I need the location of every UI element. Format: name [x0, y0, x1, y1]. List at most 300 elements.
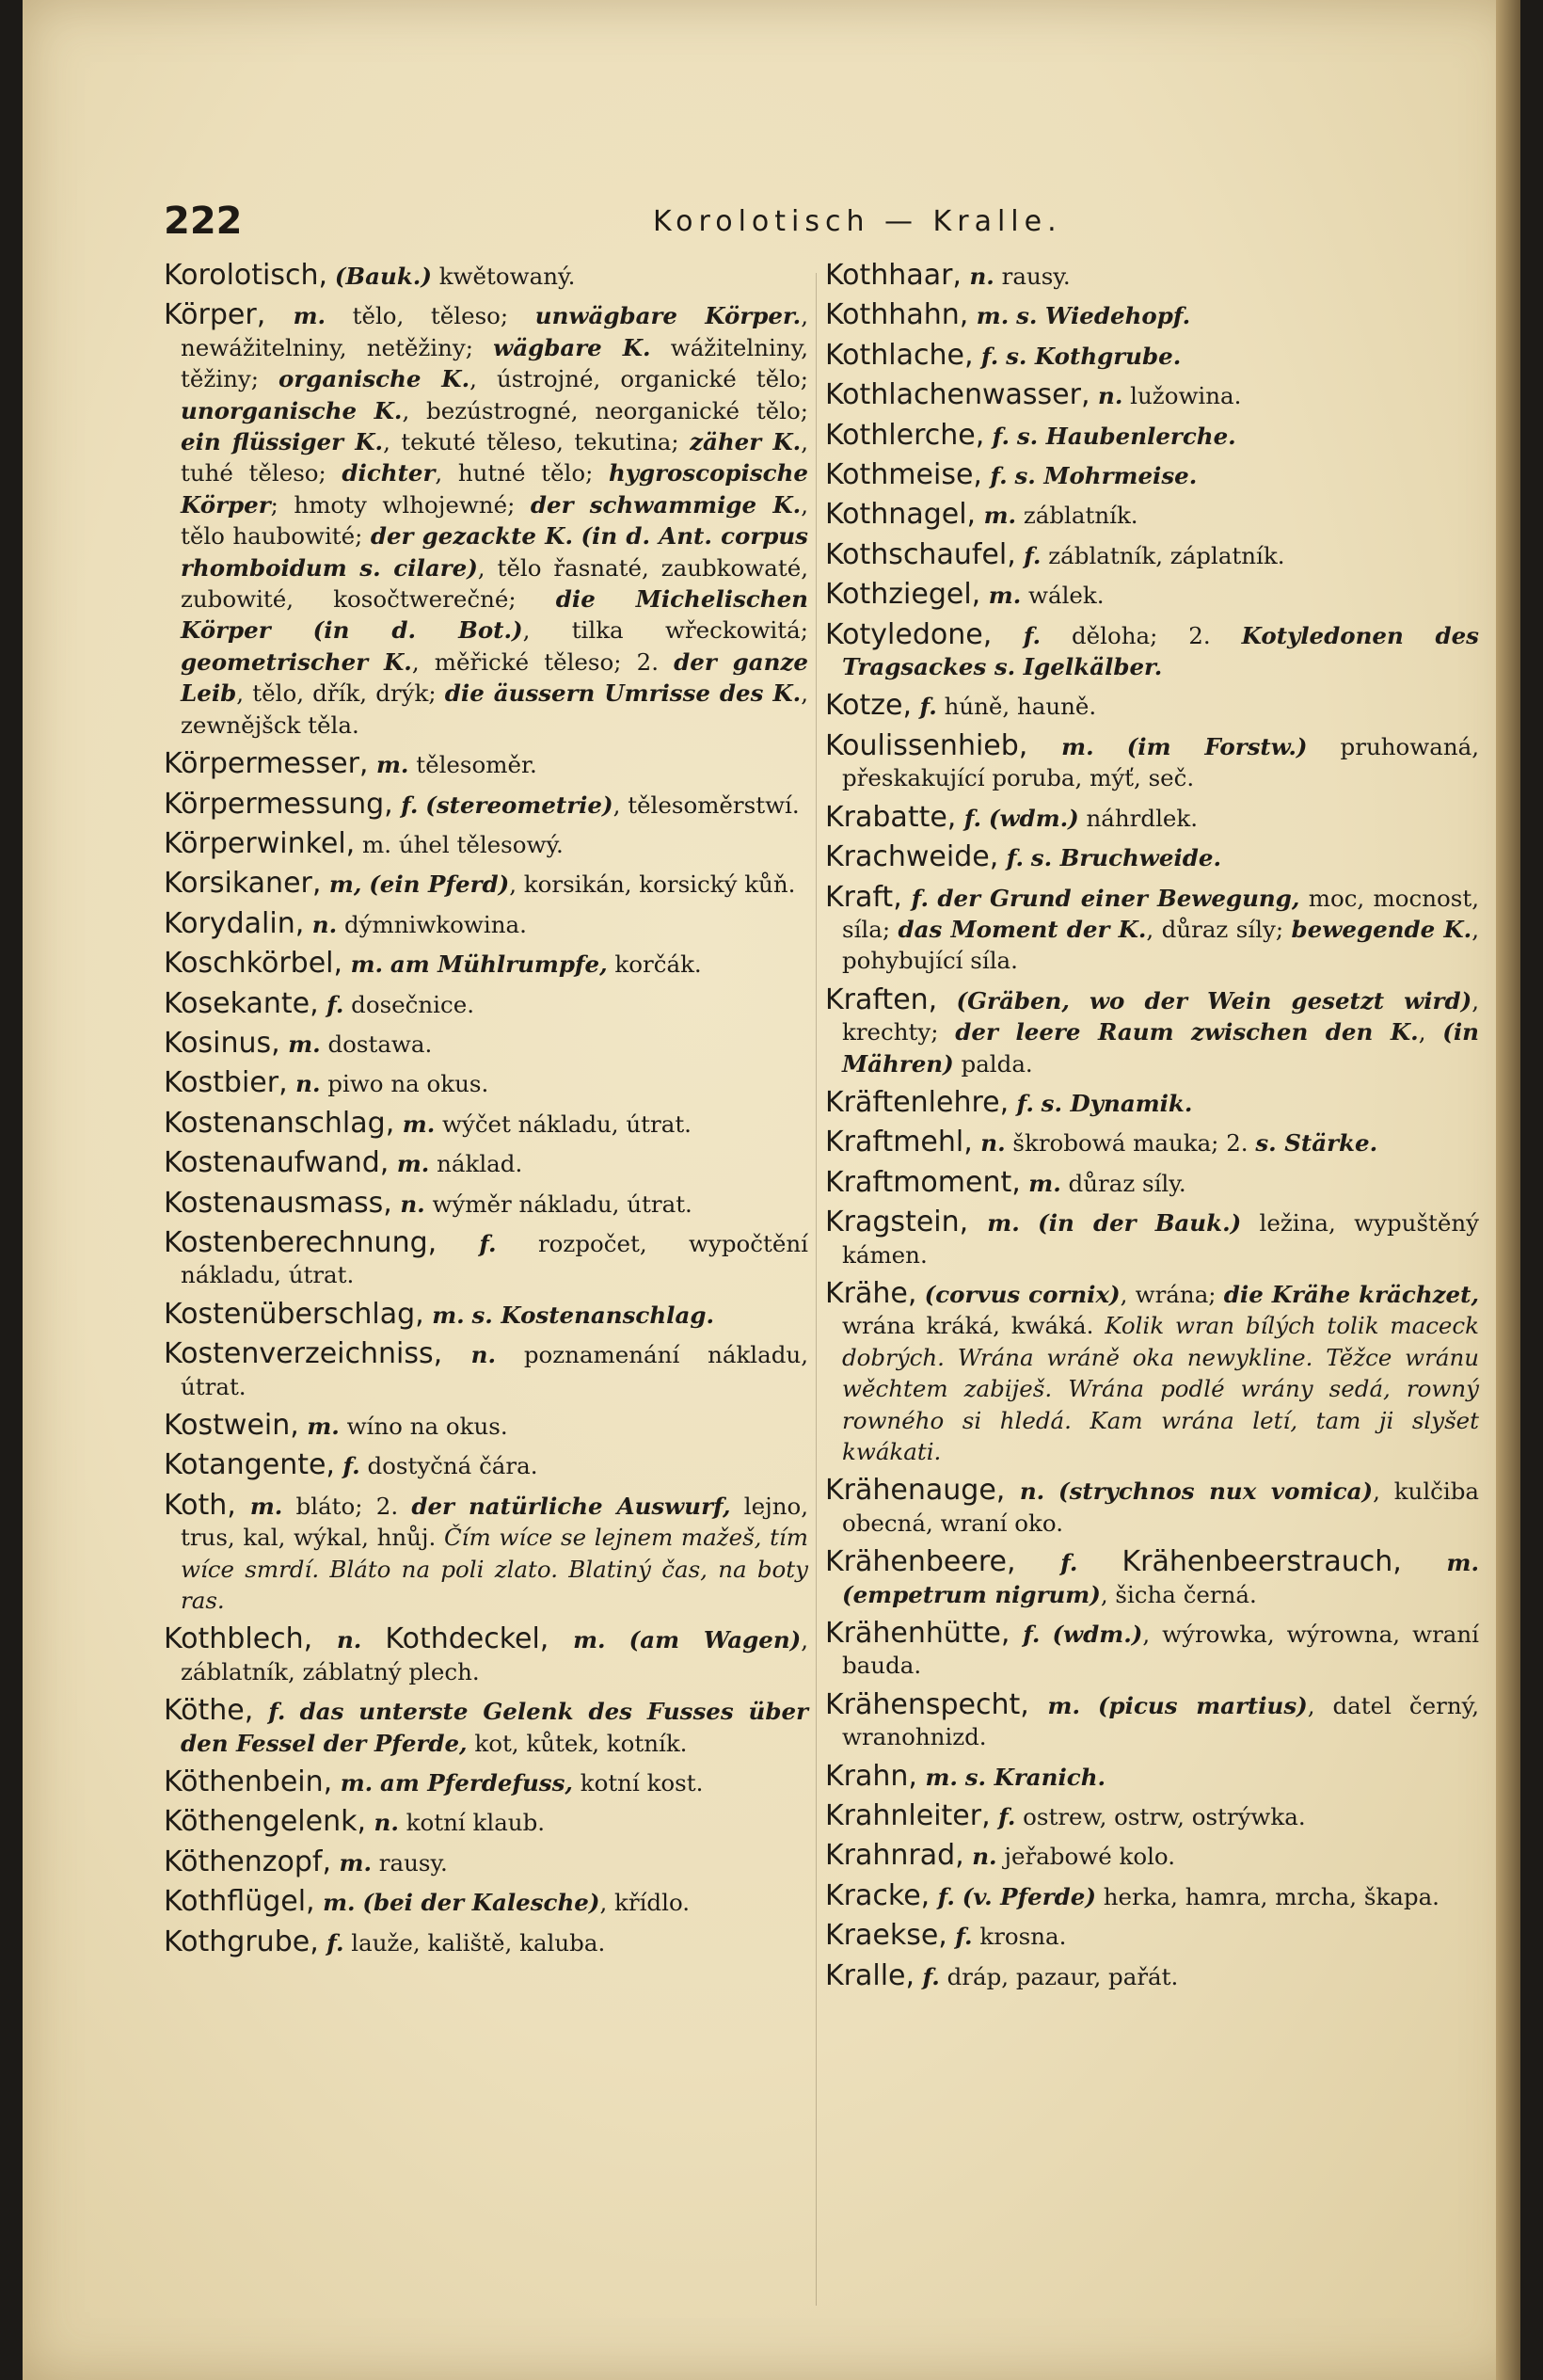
headword: Körpermessung,: [164, 787, 393, 821]
dictionary-entry: [825, 690, 1479, 722]
dictionary-entry: [825, 619, 1479, 683]
grammar-label: f.: [1010, 1621, 1041, 1649]
czech-text: lejno, trus, kal, wýkal, hnůj.: [181, 1492, 809, 1552]
german-text: der natürliche Auswurf,: [411, 1492, 731, 1520]
grammar-label: m.: [265, 302, 326, 330]
headword: Kostenberechnung,: [164, 1225, 437, 1259]
czech-text: kotní kost.: [572, 1769, 704, 1797]
czech-text: tělesoměr.: [408, 751, 537, 779]
headword: Kothdeckel,: [385, 1622, 549, 1656]
german-text: der leere Raum zwischen den K.: [955, 1018, 1419, 1046]
german-text: s. Kostenanschlag.: [471, 1301, 714, 1329]
grammar-label: m.: [549, 1626, 606, 1654]
headword: Krähe,: [825, 1276, 917, 1310]
headword: Kothflügel,: [164, 1885, 315, 1919]
headword: Kothblech,: [164, 1622, 313, 1656]
dictionary-entry: [164, 748, 808, 780]
headword: Kothlerche,: [825, 418, 985, 452]
headword: Krahn,: [825, 1759, 917, 1793]
dictionary-entry: [825, 1206, 1479, 1270]
czech-text: krosna.: [972, 1923, 1067, 1951]
grammar-label: f.: [956, 804, 982, 832]
czech-text: moc, mocnost, síla;: [842, 884, 1479, 943]
grammar-label: n.: [963, 1843, 997, 1871]
czech-text: , hutné tělo;: [435, 459, 609, 487]
headword: Kräftenlehre,: [825, 1085, 1010, 1119]
czech-text: bláto; 2.: [282, 1492, 412, 1520]
czech-text: , tuhé těleso;: [181, 428, 808, 487]
czech-text: wážitelniny, těžiny;: [181, 333, 808, 393]
czech-text: , šicha černá.: [1100, 1580, 1257, 1608]
czech-text: , bezústrogné, neorganické tělo;: [402, 396, 809, 424]
headword: Koschkörbel,: [164, 947, 343, 981]
proverb-text: Kolik wran bílých tolik maceck dobrých. Wrána wráně oka newykline. Těžce wránu wěchtem zabiješ. Wrána podlé wrány sedá, rowný rowného si hledá. Kam wrána letí, tam ji slyšet kwákati.: [842, 1312, 1479, 1465]
german-text: organische K.: [278, 365, 470, 393]
czech-text: lauže, kaliště, kaluba.: [343, 1928, 606, 1957]
headword: Kragstein,: [825, 1206, 969, 1239]
grammar-label: m.: [279, 1030, 321, 1058]
dictionary-entry: [164, 299, 808, 741]
czech-text: děloha; 2.: [1041, 621, 1242, 649]
german-text: (Gräben, wo der Wein gesetzt wird): [956, 986, 1472, 1014]
czech-text: tělo, těleso;: [326, 302, 535, 330]
czech-text: , ústrojné, organické tělo;: [469, 365, 808, 393]
grammar-label: m.: [1028, 1691, 1080, 1719]
grammar-label: m,: [321, 871, 362, 899]
czech-text: , newážitelniny, netěžiny;: [181, 302, 809, 361]
german-text: am Pferdefuss,: [379, 1769, 573, 1797]
dictionary-entry: [164, 1147, 808, 1179]
german-text: bewegende K.: [1291, 915, 1472, 943]
grammar-label: n.: [287, 1070, 321, 1098]
czech-text: , wýrowka, wýrowna, wraní bauda.: [842, 1621, 1480, 1680]
grammar-label: m.: [298, 1413, 340, 1440]
grammar-label: f.: [981, 462, 1008, 490]
headword: Kothhahn,: [825, 298, 969, 332]
dictionary-entry: [164, 1886, 808, 1918]
grammar-label: f.: [912, 693, 937, 721]
czech-text: , datel černý, wranohnizd.: [842, 1691, 1479, 1751]
dictionary-entry: [164, 1108, 808, 1140]
czech-text: [955, 1883, 962, 1910]
czech-text: kwětowaný.: [431, 263, 576, 290]
page-number: 222: [164, 200, 243, 243]
dictionary-entry: [825, 420, 1479, 452]
dictionary-entry: [825, 984, 1479, 1079]
german-text: zäher K.: [690, 428, 802, 456]
czech-text: poznamenání nákladu, útrat.: [181, 1341, 809, 1400]
czech-text: záblatník.: [1016, 502, 1138, 530]
proverb-text: Čím wíce se lejnem mažeš, tím wíce smrdí. Bláto na poli zlato. Blatiný čas, na boty ras.: [181, 1524, 808, 1615]
czech-text: [1020, 1209, 1038, 1237]
czech-text: wýčet nákladu, útrat.: [435, 1110, 692, 1138]
czech-text: korčák.: [607, 950, 702, 979]
headword: Kothschaufel,: [825, 537, 1016, 571]
czech-text: škrobowá mauka; 2.: [1005, 1129, 1256, 1158]
german-text: s. Stärke.: [1255, 1129, 1378, 1158]
german-text: (bei der Kalesche): [362, 1889, 600, 1917]
headword: Kraft,: [825, 880, 902, 914]
german-text: (ein Pferd): [369, 871, 510, 899]
dictionary-entry: [164, 260, 808, 292]
grammar-label: f.: [984, 422, 1010, 450]
grammar-label: m.: [968, 1209, 1020, 1238]
czech-text: rausy.: [372, 1848, 448, 1877]
czech-text: , korsikán, korsický kůň.: [509, 871, 796, 899]
dictionary-entry: [825, 1475, 1479, 1539]
dictionary-entry: [825, 340, 1479, 372]
czech-text: wýměr nákladu, útrat.: [424, 1190, 692, 1218]
german-text: (empetrum nigrum): [842, 1580, 1101, 1608]
czech-text: , tělesoměrstwí.: [612, 791, 800, 819]
dictionary-entry: [825, 1278, 1479, 1467]
czech-text: wálek.: [1021, 582, 1105, 610]
grammar-label: n.: [442, 1341, 497, 1369]
headword: Körpermesser,: [164, 747, 369, 781]
czech-text: [958, 1764, 965, 1791]
headword: Kraekse,: [825, 1919, 947, 1953]
czech-text: dosečnice.: [343, 990, 474, 1018]
dictionary-entry: [164, 1846, 808, 1878]
czech-text: , křídlo.: [599, 1889, 691, 1917]
dictionary-entry: [164, 1623, 808, 1687]
czech-text: [937, 987, 956, 1014]
german-text: s. Bruchweide.: [1030, 844, 1222, 872]
grammar-label: f.: [992, 621, 1042, 649]
german-text: der ganze Leib: [181, 647, 808, 708]
czech-text: ležina, wypuštěný kámen.: [842, 1209, 1479, 1269]
dictionary-entry: [825, 299, 1479, 331]
german-text: (wdm.): [988, 804, 1079, 832]
czech-text: , krechty;: [842, 986, 1479, 1046]
dictionary-entry: [164, 1695, 808, 1759]
headword: Korolotisch,: [164, 259, 328, 292]
left-column: [164, 260, 808, 1966]
german-text: das Moment der K.: [898, 915, 1147, 943]
headword: Krahnrad,: [825, 1839, 964, 1873]
german-text: (wdm.): [1052, 1621, 1143, 1649]
dictionary-entry: [825, 1689, 1479, 1753]
czech-text: , kulčiba obecná, wraní oko.: [842, 1478, 1479, 1537]
czech-text: pruhowaná, přeskakující poruba, mýť, seč.: [842, 732, 1480, 792]
czech-text: herka, hamra, mrcha, škapa.: [1095, 1882, 1440, 1910]
grammar-label: n.: [1090, 382, 1123, 410]
czech-text: [1024, 844, 1031, 871]
grammar-label: f.: [1015, 1549, 1078, 1577]
headword: Kothlache,: [825, 338, 974, 372]
czech-text: , tělo, dřík, drýk;: [236, 679, 445, 708]
czech-text: [998, 343, 1006, 370]
headword: Kostenausmass,: [164, 1186, 392, 1220]
dictionary-entry: [825, 1960, 1479, 1992]
headword: Krähenauge,: [825, 1474, 1006, 1508]
czech-text: rozpočet, wypočtění nákladu, útrat.: [181, 1229, 808, 1289]
grammar-label: f.: [930, 1882, 955, 1910]
grammar-label: f.: [318, 1928, 344, 1957]
headword: Kostbier,: [164, 1066, 288, 1100]
german-text: unwägbare Körper.: [534, 302, 802, 330]
czech-text: húně, hauně.: [936, 693, 1097, 721]
grammar-label: m.: [976, 502, 1017, 530]
german-text: der Grund einer Bewegung,: [937, 884, 1300, 912]
czech-text: , tekuté těleso, tekutina;: [383, 428, 691, 456]
headword: Koth,: [164, 1488, 236, 1522]
dictionary-entry: [825, 1618, 1479, 1682]
dictionary-entry: [825, 1167, 1479, 1199]
czech-text: [383, 950, 390, 978]
czech-text: [327, 263, 335, 290]
czech-text: wrána kráká, kwáká.: [842, 1312, 1106, 1340]
german-text: s. Kothgrube.: [1006, 342, 1182, 370]
headword: Korydalin,: [164, 906, 305, 940]
czech-text: , tilka wřeckowitá;: [522, 616, 808, 645]
dictionary-entry: [164, 988, 808, 1020]
dictionary-entry: [825, 730, 1479, 794]
czech-text: rausy.: [994, 263, 1071, 290]
czech-text: , wrána;: [1120, 1280, 1224, 1308]
headword: Krähenhütte,: [825, 1617, 1010, 1651]
headword: Kracke,: [825, 1878, 931, 1912]
headword: Krachweide,: [825, 840, 999, 874]
headword: Kothgrube,: [164, 1925, 319, 1958]
german-text: s. Wiedehopf.: [1016, 302, 1191, 330]
czech-text: [1044, 1478, 1058, 1505]
dictionary-entry: [164, 1338, 808, 1402]
headword: Kraften,: [825, 982, 938, 1016]
grammar-label: n.: [366, 1809, 399, 1837]
dictionary-entry: [164, 1926, 808, 1958]
german-text: ein flüssiger K.: [181, 428, 384, 456]
dictionary-entry: [164, 868, 808, 900]
czech-text: [1034, 1090, 1042, 1117]
grammar-label: m.: [968, 302, 1010, 330]
grammar-label: m.: [423, 1301, 465, 1329]
headword: Kosinus,: [164, 1026, 280, 1060]
grammar-label: m.: [1027, 732, 1094, 760]
german-text: Kotyledonen des Tragsackes s. Igelkälber.: [842, 621, 1479, 681]
headword: Kostenüberschlag,: [164, 1297, 424, 1331]
grammar-label: f.: [973, 342, 999, 370]
grammar-label: n.: [1005, 1478, 1045, 1506]
grammar-label: m.: [1401, 1549, 1480, 1577]
czech-text: jeřabowé kolo.: [996, 1843, 1176, 1871]
headword: Kothmeise,: [825, 458, 982, 492]
dictionary-entry: [164, 1766, 808, 1798]
czech-text: [606, 1626, 629, 1653]
headword: Kraftmehl,: [825, 1126, 973, 1159]
headword: Kothnagel,: [825, 498, 977, 532]
column-divider: [816, 273, 817, 2306]
dictionary-entry: [164, 1806, 808, 1838]
headword: Krabatte,: [825, 800, 957, 834]
czech-text: , měřické těleso; 2.: [411, 647, 675, 676]
dictionary-entry: [825, 1546, 1479, 1610]
grammar-label: f.: [253, 1698, 286, 1726]
dictionary-entry: [825, 1920, 1479, 1952]
czech-text: [1009, 302, 1016, 329]
german-text: (am Wagen): [628, 1626, 802, 1654]
headword: Kostenverzeichniss,: [164, 1337, 443, 1371]
german-text: s. Dynamik.: [1041, 1089, 1193, 1117]
headword: Krahnleiter,: [825, 1799, 991, 1833]
czech-text: náhrdlek.: [1078, 804, 1199, 832]
german-text: am Mühlrumpfe,: [390, 950, 608, 979]
book-spine-edge: [1496, 0, 1520, 2380]
grammar-label: f.: [915, 1962, 940, 1990]
german-text: (picus martius): [1097, 1691, 1308, 1719]
grammar-label: n.: [304, 910, 338, 938]
czech-text: [285, 1698, 299, 1725]
grammar-label: m.: [916, 1763, 958, 1791]
czech-text: wíno na okus.: [339, 1413, 508, 1440]
grammar-label: m.: [332, 1769, 374, 1797]
czech-text: , důraz síly;: [1146, 915, 1292, 943]
czech-text: m. úhel tělesowý.: [355, 830, 564, 858]
headword: Kralle,: [825, 1958, 915, 1992]
headword: Krähenspecht,: [825, 1687, 1029, 1721]
dictionary-entry: [164, 789, 808, 821]
grammar-label: n.: [961, 263, 994, 290]
headword: Kothhaar,: [825, 259, 962, 292]
dictionary-entry: [164, 1299, 808, 1331]
german-text: (im Forstw.): [1126, 732, 1308, 760]
grammar-label: f.: [990, 1803, 1016, 1831]
dictionary-entry: [825, 260, 1479, 292]
dictionary-entry: [825, 1800, 1479, 1832]
grammar-label: f.: [998, 844, 1024, 872]
dictionary-entry: [825, 499, 1479, 531]
dictionary-entry: [164, 1067, 808, 1099]
german-text: die Michelischen Körper (in d. Bot.): [181, 585, 809, 645]
dictionary-entry: [825, 1840, 1479, 1872]
headword: Korsikaner,: [164, 867, 322, 901]
czech-text: [373, 1769, 380, 1797]
german-text: dichter: [342, 459, 436, 487]
german-text: (strychnos nux vomica): [1058, 1478, 1374, 1506]
czech-text: , zewnějšck těla.: [181, 679, 808, 739]
headword: Köthenzopf,: [164, 1845, 332, 1878]
czech-text: dýmniwkowina.: [337, 910, 527, 938]
headword: Koulissenhieb,: [825, 728, 1028, 762]
czech-text: dostawa.: [320, 1030, 433, 1058]
czech-text: dráp, pazaur, pařát.: [939, 1962, 1179, 1990]
grammar-label: m.: [389, 1150, 430, 1178]
dictionary-entry: [825, 539, 1479, 571]
dictionary-entry: [164, 1188, 808, 1220]
grammar-label: f.: [946, 1923, 973, 1951]
german-text: der gezackte K.: [370, 522, 573, 551]
czech-text: piwo na okus.: [320, 1070, 489, 1098]
czech-text: ostrew, ostrw, ostrýwka.: [1015, 1803, 1306, 1831]
czech-text: , pohybující síla.: [842, 915, 1479, 975]
headword: Köthenbein,: [164, 1765, 333, 1799]
headword: Kostenaufwand,: [164, 1146, 390, 1180]
grammar-label: m.: [331, 1848, 373, 1877]
czech-text: kotní klaub.: [398, 1809, 546, 1837]
headword: Kosekante,: [164, 986, 319, 1020]
grammar-label: f.: [318, 990, 344, 1018]
dictionary-entry: [825, 579, 1479, 611]
german-text: hygroscopische Körper: [181, 459, 808, 519]
dictionary-entry: [825, 882, 1479, 977]
german-text: der schwammige K.: [530, 490, 802, 519]
german-text: das unterste Gelenk des Fusses über den Fessel der Pferde,: [181, 1698, 808, 1757]
german-text: geometrischer K.: [181, 647, 412, 676]
czech-text: , tělo řasnaté, zaubkowaté, zubowité, kosočtwerečné;: [181, 553, 808, 614]
headword: Kostwein,: [164, 1409, 299, 1442]
dictionary-entry: [825, 1126, 1479, 1158]
grammar-label: f.: [334, 1452, 360, 1480]
dictionary-entry: [825, 379, 1479, 411]
headword: Krähenbeerstrauch,: [1121, 1545, 1402, 1579]
german-text: (corvus cornix): [924, 1280, 1121, 1308]
headword: Körper,: [164, 298, 266, 332]
grammar-label: m.: [394, 1110, 436, 1138]
czech-text: , záblatník, záblatný plech.: [181, 1626, 809, 1685]
dictionary-entry: [825, 459, 1479, 491]
dictionary-entry: [164, 1449, 808, 1481]
czech-text: [1080, 1692, 1098, 1719]
grammar-label: m.: [314, 1889, 356, 1917]
dictionary-entry: [164, 908, 808, 940]
german-text: s. Haubenlerche.: [1016, 422, 1236, 450]
czech-text: lužowina.: [1122, 382, 1242, 410]
german-text: (in der Bauk.): [1038, 1209, 1242, 1238]
dictionary-entry: [825, 802, 1479, 834]
czech-text: [361, 1626, 385, 1653]
czech-text: dostyčná čára.: [359, 1452, 538, 1480]
german-text: wägbare K.: [493, 333, 651, 361]
headword: Krähenbeere,: [825, 1545, 1016, 1579]
headword: Kotyledone,: [825, 617, 993, 651]
czech-text: záblatník, záplatník.: [1041, 541, 1285, 569]
czech-text: , tělo haubowité;: [181, 490, 808, 551]
german-text: (v. Pferde): [962, 1882, 1096, 1910]
dictionary-entry: [825, 1880, 1479, 1912]
grammar-label: m.: [235, 1492, 283, 1520]
czech-text: [929, 885, 937, 912]
running-head: Korolotisch — Kralle.: [653, 205, 1062, 238]
german-text: (in d. Ant. corpus rhomboidum s. cilare): [181, 522, 808, 582]
czech-text: [1077, 1549, 1121, 1576]
german-text: unorganische K.: [181, 396, 403, 424]
headword: Kraftmoment,: [825, 1165, 1021, 1199]
grammar-label: f.: [392, 791, 419, 819]
headword: Köthengelenk,: [164, 1805, 366, 1839]
dictionary-page: [23, 0, 1520, 2380]
grammar-label: m.: [342, 950, 384, 979]
grammar-label: f.: [1015, 541, 1042, 569]
grammar-label: n.: [312, 1626, 362, 1654]
grammar-label: f.: [1009, 1089, 1034, 1117]
german-text: (Bauk.): [334, 263, 432, 290]
czech-text: ; hmoty wlhojewné;: [270, 490, 531, 519]
headword: Kotangente,: [164, 1448, 335, 1482]
german-text: s. Kranich.: [964, 1763, 1106, 1791]
grammar-label: n.: [972, 1129, 1006, 1158]
dictionary-entry: [825, 1087, 1479, 1119]
czech-text: ,: [1418, 1018, 1443, 1046]
czech-text: kot, kůtek, kotník.: [467, 1729, 688, 1757]
czech-text: [1040, 1621, 1052, 1648]
german-text: (in Mähren): [842, 1018, 1479, 1078]
grammar-label: f.: [901, 884, 930, 912]
dictionary-entry: [825, 1761, 1479, 1793]
grammar-label: n.: [391, 1190, 425, 1218]
czech-text: [916, 1281, 924, 1308]
headword: Köthe,: [164, 1694, 254, 1728]
czech-text: náklad.: [429, 1150, 523, 1178]
